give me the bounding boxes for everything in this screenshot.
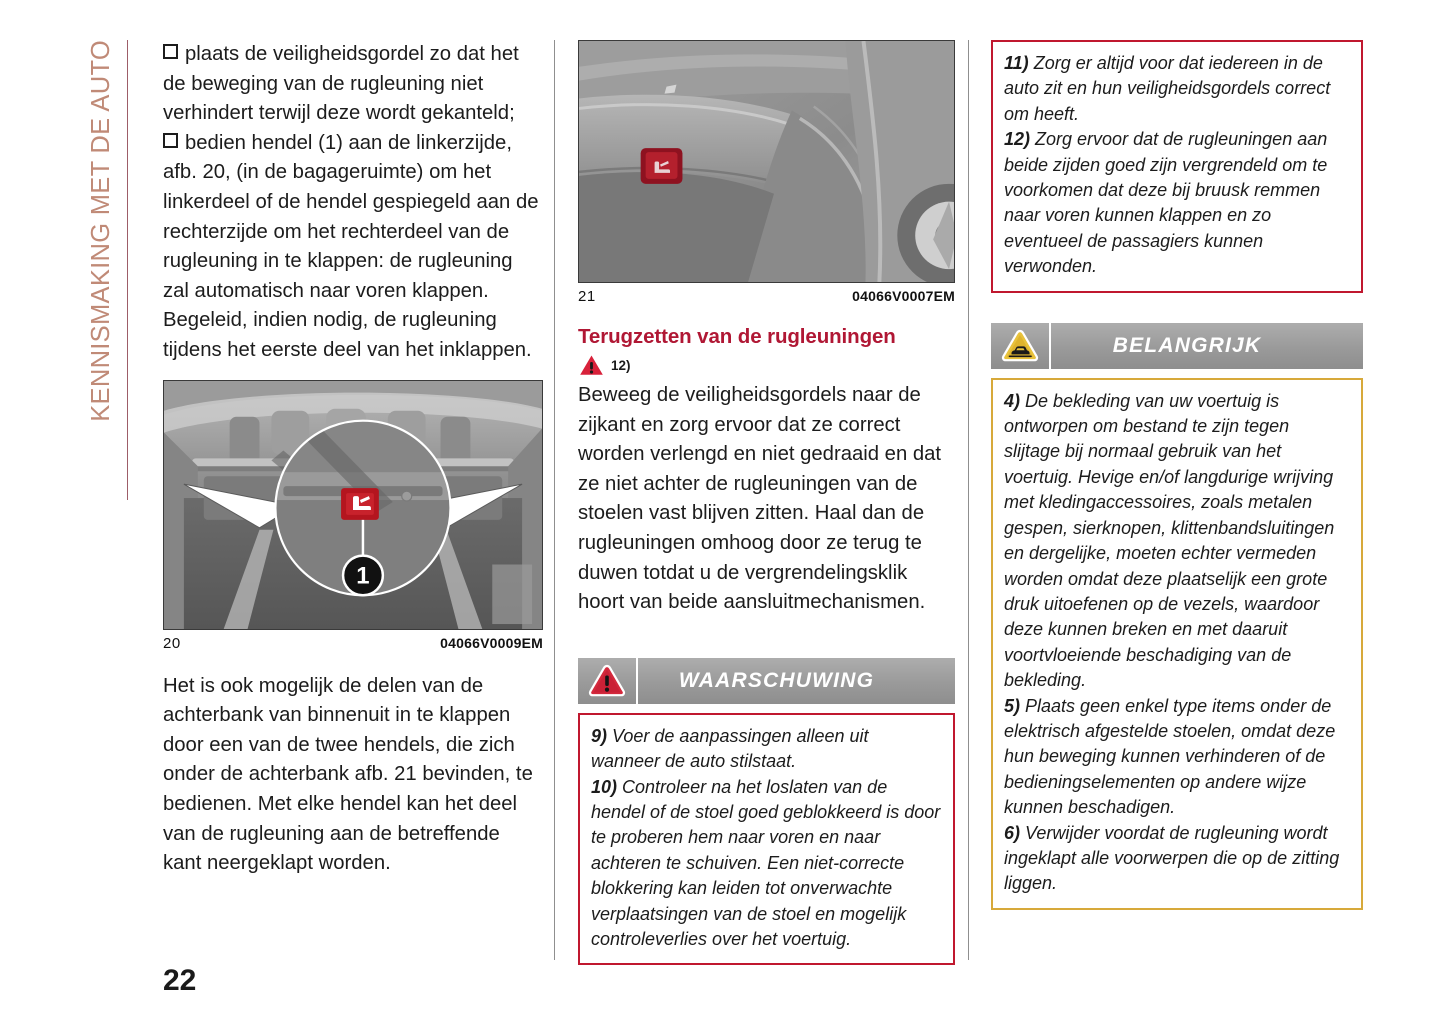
warning-notice-box-right — [991, 40, 1363, 293]
warning-banner-icon-cell — [578, 658, 638, 704]
column-divider-1 — [554, 40, 555, 960]
important-item-number: 5) — [1004, 695, 1021, 716]
warning-triangle-icon — [578, 353, 605, 377]
warning-item-text: Zorg er altijd voor dat iedereen in de auto zit en hun veiligheidsgordels correct om heeft. — [1004, 53, 1331, 124]
important-item — [1004, 389, 1350, 694]
important-item-text: De bekleding van uw voertuig is ontworpen om bestand te zijn tegen slijtage bij normaal gebruik van het voertuig. Hevige en/of langdurige wrijving met kledingaccessoires, zoals metalen gespen, sierknopen, klittenbandsluitingen en dergelijke, moeten echter vermeden worden omdat deze plaatselijk een grote druk uitoefenen op de vezels, waardoor deze kunnen breken en met daaruit voortvloeiende beschadiging van de bekleding. — [1004, 390, 1335, 691]
warning-triangle-icon — [588, 664, 626, 698]
warning-item-text: Controleer na het loslaten van de hendel of de stoel goed geblokkeerd is door te proberen hem naar voren en naar achteren te schuiven. Een niet-correcte blokkering kan leiden tot onverwachte verplaatsingen van de stoel en mogelijk controleverlies over het voertuig. — [591, 776, 941, 949]
important-item — [1004, 821, 1350, 897]
important-notice-box — [991, 378, 1363, 910]
figure-21-code: 04066V0007EM — [852, 288, 955, 304]
important-item-number: 6) — [1004, 822, 1021, 843]
important-banner-title: BELANGRIJK — [1112, 333, 1262, 357]
section-warning-ref-label: 12) — [611, 357, 631, 373]
important-banner-icon-cell — [991, 323, 1051, 369]
figure-21-caption — [578, 288, 955, 305]
figure-20-code: 04066V0009EM — [440, 634, 543, 651]
figure-20-callout: 1 — [356, 561, 370, 589]
bullet-item-1-text: plaats de veiligheidsgordel zo dat het de beweging van de rugleuning niet verhindert terwijl deze wordt gekanteld; — [163, 43, 519, 125]
important-item-text: Verwijder voordat de rugleuning wordt ingeklapt alle voorwerpen die op de zitting liggen. — [1004, 822, 1340, 894]
warning-item-text: Zorg ervoor dat de rugleuningen aan beide zijden goed zijn vergrendeld om te voorkomen dat deze bij bruusk remmen naar voren kunnen klappen en zo eventueel de passagiers kunnen verwonden. — [1004, 129, 1328, 277]
square-bullet-icon — [163, 44, 178, 59]
important-item — [1004, 694, 1350, 821]
page-number: 22 — [163, 964, 197, 997]
warning-item-number: 10) — [591, 776, 618, 797]
warning-item-number: 12) — [1004, 129, 1031, 150]
caution-car-triangle-icon — [1001, 329, 1039, 363]
warning-banner — [578, 658, 955, 704]
important-item-text: Plaats geen enkel type items onder de elektrisch afgestelde stoelen, omdat deze hun beweging kunnen verhinderen of de bedieningselementen op andere wijze kunnen beschadigen. — [1004, 695, 1336, 818]
warning-item — [591, 775, 942, 953]
figure-20-number: 20 — [163, 634, 181, 652]
figure-20-caption — [163, 635, 543, 652]
chapter-tab-label: KENNISMAKING MET DE AUTO — [86, 40, 115, 422]
bullet-item-2 — [163, 129, 543, 366]
figure-21 — [578, 40, 955, 305]
column1-paragraph: Het is ook mogelijk de delen van de achterbank van binnenuit in te klappen door een van de twee hendels, die zich onder de achterbank afb. 21 bevinden, te bedienen. Met elke hendel kan het deel van de rugleuning aan de betreffende kant neergeklapt worden. — [163, 674, 533, 875]
warning-item-number: 9) — [591, 725, 608, 746]
column-divider-2 — [968, 40, 969, 960]
figure-20 — [163, 380, 543, 652]
figure-20-image — [163, 380, 543, 630]
chapter-tab — [78, 40, 124, 500]
column2-paragraph: Beweeg de veiligheidsgordels naar de zijkant en zorg ervoor dat ze correct worden verlengd en niet gedraaid en dat ze niet achter de rugleuningen van de stoelen vast blijven zitten. Haal dan de rugleuningen omhoog door ze terug te duwen totdat u de vergrendelingsklik hoort van beide aansluitmechanismen. — [578, 384, 942, 614]
important-banner — [991, 323, 1363, 369]
bullet-item-1 — [163, 40, 543, 129]
section-warning-ref — [578, 353, 955, 377]
column-right — [991, 40, 1363, 910]
chapter-tab-rule — [127, 40, 129, 500]
square-bullet-icon — [163, 133, 178, 148]
warning-item-text: Voer de aanpassingen alleen uit wanneer de auto stilstaat. — [591, 725, 869, 772]
warning-item — [1004, 51, 1350, 127]
warning-item-number: 11) — [1004, 53, 1029, 73]
warning-item — [591, 724, 942, 775]
bullet-item-2-text: bedien hendel (1) aan de linkerzijde, afb. 20, (in de bagageruimte) om het linkerdeel of de hendel gespiegeld aan de rechterzijde om het rechterdeel van de rugleuning in te klappen: de rugleuning zal automatisch naar voren klappen. Begeleid, indien nodig, de rugleuning tijdens het eerste deel van het inklappen. — [163, 131, 539, 361]
column-middle — [578, 40, 955, 965]
important-item-number: 4) — [1004, 390, 1021, 411]
figure-21-number: 21 — [578, 288, 596, 305]
warning-item — [1004, 127, 1350, 279]
column-left — [163, 40, 543, 879]
warning-banner-title: WAARSCHUWING — [678, 668, 875, 692]
section-heading: Terugzetten van de rugleuningen — [578, 325, 896, 348]
warning-notice-box — [578, 713, 955, 966]
figure-21-image — [578, 40, 955, 283]
